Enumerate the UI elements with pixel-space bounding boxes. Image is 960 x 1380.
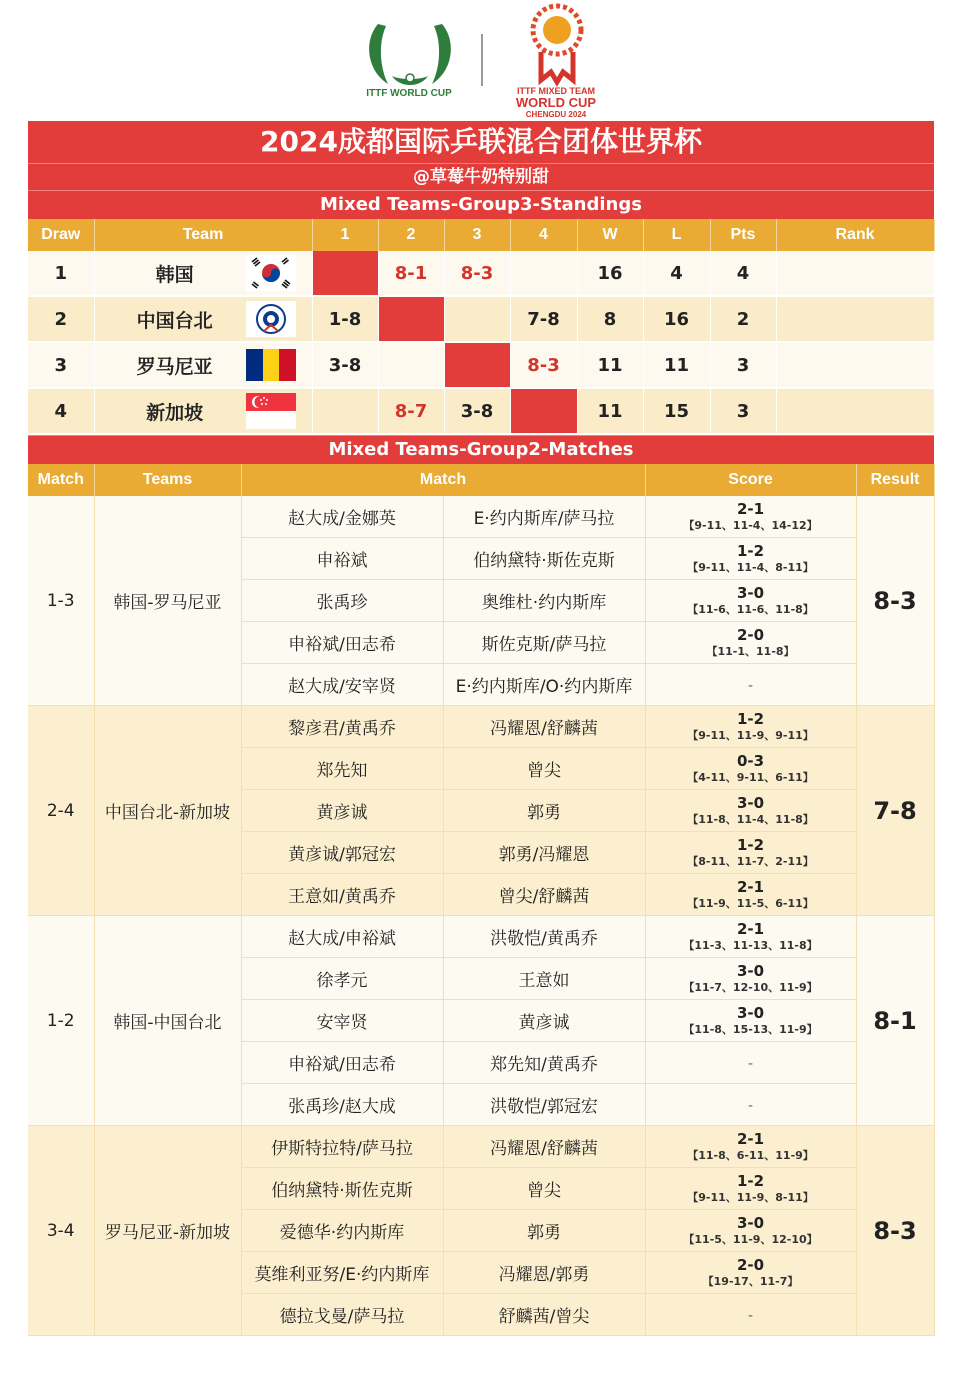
game-score — [645, 496, 856, 538]
game-set-scores: 【11-8、11-4、11-8】 — [687, 812, 814, 826]
self-cell — [444, 342, 510, 388]
game-score — [645, 1252, 856, 1294]
col-draw: Draw — [28, 219, 94, 251]
match-teams: 中国台北-新加坡 — [94, 706, 241, 916]
logo-header — [0, 0, 960, 120]
rank-cell — [776, 296, 934, 342]
right-players: 郭勇/冯耀恩 — [443, 832, 645, 874]
standings-row — [28, 296, 934, 342]
matches-table — [28, 464, 935, 1336]
self-cell — [378, 296, 444, 342]
left-players: 申裕斌/田志希 — [241, 1042, 443, 1084]
col-4: 4 — [510, 219, 577, 251]
score-cell: 3-8 — [312, 342, 378, 388]
points-cell: 2 — [710, 296, 776, 342]
left-players: 申裕斌/田志希 — [241, 622, 443, 664]
match-teams: 韩国-罗马尼亚 — [94, 496, 241, 706]
points-cell: 3 — [710, 388, 776, 434]
right-players: 黄彦诚 — [443, 1000, 645, 1042]
draw-number: 3 — [28, 342, 94, 388]
score-cell: 8-1 — [378, 251, 444, 296]
game-score — [645, 1084, 856, 1126]
right-players: 王意如 — [443, 958, 645, 1000]
right-players: 伯纳黛特·斯佐克斯 — [443, 538, 645, 580]
score-cell: 8-3 — [510, 342, 577, 388]
not-played: - — [747, 677, 754, 694]
game-score-main: 2-0 — [736, 1255, 765, 1274]
left-players: 申裕斌 — [241, 538, 443, 580]
game-score-main: 1-2 — [736, 1171, 765, 1190]
right-players: 曾尖/舒麟茜 — [443, 874, 645, 916]
match-id: 3-4 — [28, 1126, 94, 1336]
left-players: 爱德华·约内斯库 — [241, 1210, 443, 1252]
left-players: 黄彦诚/郭冠宏 — [241, 832, 443, 874]
game-set-scores: 【11-9、11-5、6-11】 — [687, 896, 814, 910]
left-players: 安宰贤 — [241, 1000, 443, 1042]
game-set-scores: 【9-11、11-9、8-11】 — [687, 1190, 814, 1204]
game-score-main: 3-0 — [736, 1213, 765, 1232]
team-cell — [94, 251, 312, 296]
left-players: 徐孝元 — [241, 958, 443, 1000]
right-logo-caption-3: CHENGDU 2024 — [525, 110, 587, 119]
right-logo-caption-1: ITTF MIXED TEAM — [517, 86, 595, 96]
self-cell — [510, 388, 577, 434]
game-score — [645, 1042, 856, 1084]
game-score — [645, 1294, 856, 1336]
game-score-main: 1-2 — [736, 835, 765, 854]
results-board — [28, 121, 934, 1351]
match-result: 8-1 — [856, 916, 934, 1126]
left-players: 郑先知 — [241, 748, 443, 790]
game-score — [645, 958, 856, 1000]
col-team: Team — [94, 219, 312, 251]
match-result: 8-3 — [856, 496, 934, 706]
score-cell — [378, 342, 444, 388]
right-players: 洪敬恺/郭冠宏 — [443, 1084, 645, 1126]
self-cell — [312, 251, 378, 296]
standings-row — [28, 342, 934, 388]
left-players: 伊斯特拉特/萨马拉 — [241, 1126, 443, 1168]
game-set-scores: 【11-8、15-13、11-9】 — [683, 1022, 818, 1036]
standings-section-title: Mixed Teams-Group3-Standings — [28, 190, 934, 219]
chinese-taipei-flag — [246, 301, 296, 337]
match-game-row — [28, 706, 934, 748]
game-score — [645, 538, 856, 580]
wins-cell: 16 — [577, 251, 643, 296]
game-set-scores: 【11-7、12-10、11-9】 — [683, 980, 818, 994]
col-match: Match — [28, 464, 94, 496]
right-players: 郑先知/黄禹乔 — [443, 1042, 645, 1084]
col-points: Pts — [710, 219, 776, 251]
match-teams: 罗马尼亚-新加坡 — [94, 1126, 241, 1336]
game-score — [645, 1210, 856, 1252]
team-name: 中国台北 — [136, 309, 213, 332]
losses-cell: 4 — [643, 251, 710, 296]
game-score-main: 2-1 — [736, 499, 765, 518]
right-players: 郭勇 — [443, 1210, 645, 1252]
score-cell — [510, 251, 577, 296]
game-score-main: 2-1 — [736, 877, 765, 896]
korea-flag — [246, 255, 296, 291]
right-players: 冯耀恩/郭勇 — [443, 1252, 645, 1294]
logo-divider — [481, 34, 483, 86]
points-cell: 4 — [710, 251, 776, 296]
game-score — [645, 748, 856, 790]
match-result: 8-3 — [856, 1126, 934, 1336]
team-name: 韩国 — [155, 263, 194, 286]
right-players: 冯耀恩/舒麟茜 — [443, 1126, 645, 1168]
col-wins: W — [577, 219, 643, 251]
game-score-main: 1-2 — [736, 541, 765, 560]
game-set-scores: 【9-11、11-4、8-11】 — [687, 560, 814, 574]
match-id: 1-3 — [28, 496, 94, 706]
losses-cell: 11 — [643, 342, 710, 388]
match-game-row — [28, 1126, 934, 1168]
standings-header-row — [28, 219, 934, 251]
left-players: 伯纳黛特·斯佐克斯 — [241, 1168, 443, 1210]
right-players: 斯佐克斯/萨马拉 — [443, 622, 645, 664]
game-score-main: 2-1 — [736, 1129, 765, 1148]
not-played: - — [747, 1307, 754, 1324]
standings-row — [28, 251, 934, 296]
game-score — [645, 1126, 856, 1168]
losses-cell: 16 — [643, 296, 710, 342]
draw-number: 1 — [28, 251, 94, 296]
left-players: 赵大成/安宰贤 — [241, 664, 443, 706]
left-players: 黄彦诚 — [241, 790, 443, 832]
left-players: 莫维利亚努/E·约内斯库 — [241, 1252, 443, 1294]
score-cell: 1-8 — [312, 296, 378, 342]
col-losses: L — [643, 219, 710, 251]
left-players: 赵大成/金娜英 — [241, 496, 443, 538]
game-score — [645, 916, 856, 958]
game-score-main: 2-1 — [736, 919, 765, 938]
page-title: 2024成都国际乒联混合团体世界杯 — [28, 121, 934, 163]
wins-cell: 11 — [577, 342, 643, 388]
not-played: - — [747, 1055, 754, 1072]
draw-number: 2 — [28, 296, 94, 342]
left-players: 黎彦君/黄禹乔 — [241, 706, 443, 748]
standings-table — [28, 219, 935, 435]
standings-row — [28, 388, 934, 434]
rank-cell — [776, 342, 934, 388]
left-players: 王意如/黄禹乔 — [241, 874, 443, 916]
col-1: 1 — [312, 219, 378, 251]
losses-cell: 15 — [643, 388, 710, 434]
game-set-scores: 【4-11、9-11、6-11】 — [687, 770, 814, 784]
game-score-main: 0-3 — [736, 751, 765, 770]
game-score — [645, 1000, 856, 1042]
game-score-main: 3-0 — [736, 583, 765, 602]
team-name: 新加坡 — [146, 401, 204, 424]
col-2: 2 — [378, 219, 444, 251]
author-credit: @草莓牛奶特别甜 — [28, 163, 934, 190]
game-score-main: 3-0 — [736, 961, 765, 980]
match-result: 7-8 — [856, 706, 934, 916]
right-players: 郭勇 — [443, 790, 645, 832]
wins-cell: 11 — [577, 388, 643, 434]
game-score — [645, 790, 856, 832]
romania-flag — [246, 349, 296, 381]
match-id: 2-4 — [28, 706, 94, 916]
right-players: 冯耀恩/舒麟茜 — [443, 706, 645, 748]
team-cell — [94, 296, 312, 342]
left-players: 赵大成/申裕斌 — [241, 916, 443, 958]
not-played: - — [747, 1097, 754, 1114]
left-logo-caption: ITTF WORLD CUP — [366, 88, 452, 99]
match-game-row — [28, 916, 934, 958]
game-score — [645, 706, 856, 748]
right-players: 曾尖 — [443, 1168, 645, 1210]
points-cell: 3 — [710, 342, 776, 388]
score-cell: 8-3 — [444, 251, 510, 296]
score-cell — [312, 388, 378, 434]
game-set-scores: 【9-11、11-9、9-11】 — [687, 728, 814, 742]
game-score-main: 3-0 — [736, 1003, 765, 1022]
right-players: 洪敬恺/黄禹乔 — [443, 916, 645, 958]
team-cell — [94, 388, 312, 434]
col-match-pairing: Match — [241, 464, 645, 496]
game-score — [645, 874, 856, 916]
game-set-scores: 【11-5、11-9、12-10】 — [683, 1232, 818, 1246]
game-score-main: 1-2 — [736, 709, 765, 728]
game-score — [645, 664, 856, 706]
singapore-flag — [246, 393, 296, 429]
game-set-scores: 【19-17、11-7】 — [702, 1274, 799, 1288]
wins-cell: 8 — [577, 296, 643, 342]
matches-section-title: Mixed Teams-Group2-Matches — [28, 435, 934, 464]
match-teams: 韩国-中国台北 — [94, 916, 241, 1126]
col-result: Result — [856, 464, 934, 496]
rank-cell — [776, 388, 934, 434]
col-rank: Rank — [776, 219, 934, 251]
game-set-scores: 【11-3、11-13、11-8】 — [683, 938, 818, 952]
team-cell — [94, 342, 312, 388]
game-set-scores: 【8-11、11-7、2-11】 — [687, 854, 814, 868]
game-score — [645, 580, 856, 622]
game-set-scores: 【11-6、11-6、11-8】 — [687, 602, 814, 616]
score-cell: 8-7 — [378, 388, 444, 434]
game-score-main: 2-0 — [736, 625, 765, 644]
score-cell: 3-8 — [444, 388, 510, 434]
col-3: 3 — [444, 219, 510, 251]
game-set-scores: 【11-8、6-11、11-9】 — [687, 1148, 814, 1162]
game-set-scores: 【9-11、11-4、14-12】 — [683, 518, 818, 532]
left-players: 张禹珍/赵大成 — [241, 1084, 443, 1126]
col-teams: Teams — [94, 464, 241, 496]
right-logo-caption-2: WORLD CUP — [515, 95, 597, 110]
left-players: 德拉戈曼/萨马拉 — [241, 1294, 443, 1336]
game-score-main: 3-0 — [736, 793, 765, 812]
right-players: E·约内斯库/萨马拉 — [443, 496, 645, 538]
game-score — [645, 832, 856, 874]
col-score: Score — [645, 464, 856, 496]
game-score — [645, 622, 856, 664]
match-id: 1-2 — [28, 916, 94, 1126]
team-name: 罗马尼亚 — [136, 355, 213, 378]
right-players: 曾尖 — [443, 748, 645, 790]
draw-number: 4 — [28, 388, 94, 434]
right-players: 舒麟茜/曾尖 — [443, 1294, 645, 1336]
rank-cell — [776, 251, 934, 296]
right-players: E·约内斯库/O·约内斯库 — [443, 664, 645, 706]
game-set-scores: 【11-1、11-8】 — [706, 644, 795, 658]
score-cell: 7-8 — [510, 296, 577, 342]
match-game-row — [28, 496, 934, 538]
matches-header-row — [28, 464, 934, 496]
left-players: 张禹珍 — [241, 580, 443, 622]
right-players: 奥维杜·约内斯库 — [443, 580, 645, 622]
score-cell — [444, 296, 510, 342]
game-score — [645, 1168, 856, 1210]
